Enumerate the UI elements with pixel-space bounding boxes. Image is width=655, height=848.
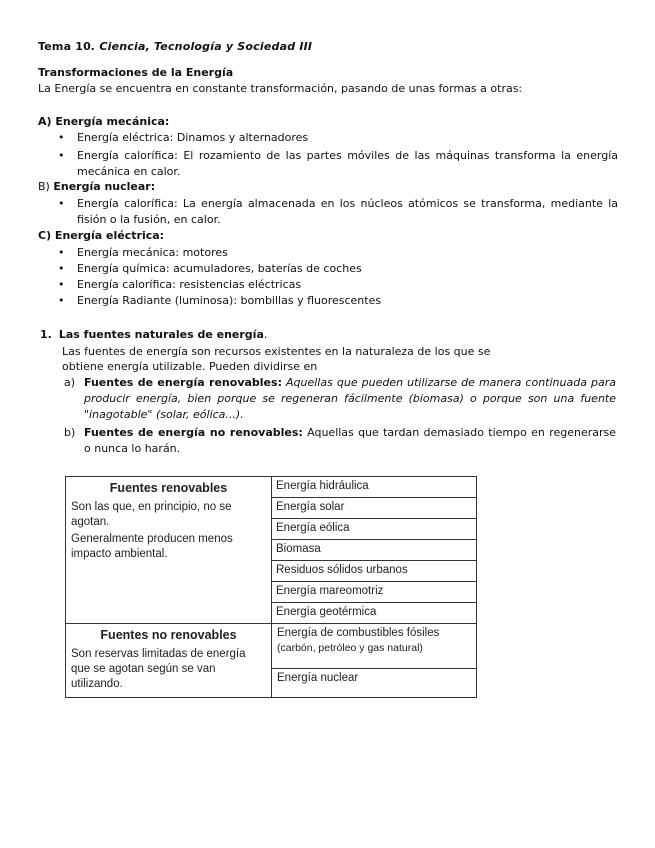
renewable-item: Residuos sólidos urbanos bbox=[272, 561, 477, 582]
section-1-line2: obtiene energía utilizable. Pueden dividirse en bbox=[62, 360, 318, 373]
nonrenewable-heading: Fuentes no renovables bbox=[100, 628, 237, 642]
bullet-icon: • bbox=[58, 294, 65, 307]
section-1-line1: Las fuentes de energía son recursos existentes en la naturaleza de los que se bbox=[62, 345, 491, 358]
renewable-item: Energía solar bbox=[272, 498, 477, 519]
renewable-item: Biomasa bbox=[272, 540, 477, 561]
renewable-item: Energía hidráulica bbox=[272, 477, 477, 498]
nonrenewable-item bbox=[272, 624, 477, 669]
nonrenewable-item-line1: Energía de combustibles fósiles bbox=[277, 627, 440, 639]
list-item: • Energía Radiante (luminosa): bombillas y fluorescentes bbox=[58, 294, 382, 307]
section-a-heading: A) Energía mecánica: bbox=[38, 115, 170, 128]
bullet-icon: • bbox=[58, 262, 65, 275]
renewable-item: Energía geotérmica bbox=[272, 603, 477, 624]
energy-sources-table bbox=[65, 476, 477, 698]
list-item: • Energía eléctrica: Dinamos y alternadores bbox=[58, 131, 309, 144]
section-c-heading: C) Energía eléctrica: bbox=[38, 229, 165, 242]
renewable-p1: Son las que, en principio, no se agotan. bbox=[71, 501, 232, 528]
nonrenewable-item-line2: (carbón, petróleo y gas natural) bbox=[277, 642, 423, 654]
bullet-icon: • bbox=[58, 149, 65, 162]
title-number: Tema 10 bbox=[38, 40, 91, 53]
section-a-list bbox=[58, 130, 618, 180]
list-item: • Energía calorífica: El rozamiento de las partes móviles de las máquinas transforma la energía mecánica en calor. bbox=[58, 149, 618, 178]
transformations-intro: La Energía se encuentra en constante transformación, pasando de unas formas a otras: bbox=[38, 82, 523, 95]
section-1-sublist bbox=[64, 375, 616, 457]
title-text: . Ciencia, Tecnología y Sociedad III bbox=[90, 40, 313, 53]
list-mark: b) bbox=[64, 426, 76, 439]
section-b-list bbox=[58, 196, 618, 228]
renewable-p2: Generalmente producen menos impacto ambiental. bbox=[71, 533, 233, 560]
list-item: • Energía calorífica: La energía almacenada en los núcleos atómicos se transforma, mediante la fisión o la fusión, en calor. bbox=[58, 197, 618, 226]
list-item-b: b) Fuentes de energía no renovables: Aquellas que tardan demasiado tiempo en regenerarse o nunca lo harán. bbox=[64, 426, 617, 455]
section-b-heading: B) Energía nuclear: bbox=[38, 180, 156, 193]
bullet-icon: • bbox=[58, 278, 65, 291]
bullet-icon: • bbox=[58, 197, 65, 210]
nonrenewable-item: Energía nuclear bbox=[272, 669, 477, 698]
renewable-heading: Fuentes renovables bbox=[109, 481, 228, 495]
list-item: • Energía mecánica: motores bbox=[58, 246, 228, 259]
list-item-a: a) Fuentes de energía renovables: Aquellas que pueden utilizarse de manera continuada para producir energía, bien porque se regeneran fácilmente (biomasa) o porque son una fuente "inagotable" (solar, eólica...). bbox=[64, 376, 616, 421]
section-1-heading: 1. Las fuentes naturales de energía. bbox=[40, 328, 268, 341]
renewable-item: Energía eólica bbox=[272, 519, 477, 540]
page-title bbox=[38, 39, 312, 55]
transformations-heading: Transformaciones de la Energía bbox=[38, 66, 234, 79]
renewable-description-cell bbox=[66, 477, 272, 624]
nonrenewable-p1: Son reservas limitadas de energía que se agotan según se van utilizando. bbox=[71, 648, 246, 690]
bullet-icon: • bbox=[58, 131, 65, 144]
section-c-list bbox=[58, 245, 618, 309]
list-mark: a) bbox=[64, 376, 76, 389]
nonrenewable-description-cell bbox=[66, 624, 272, 698]
list-item: • Energía calorífica: resistencias eléctricas bbox=[58, 278, 302, 291]
bullet-icon: • bbox=[58, 246, 65, 259]
list-item: • Energía química: acumuladores, baterías de coches bbox=[58, 262, 362, 275]
renewable-item: Energía mareomotriz bbox=[272, 582, 477, 603]
